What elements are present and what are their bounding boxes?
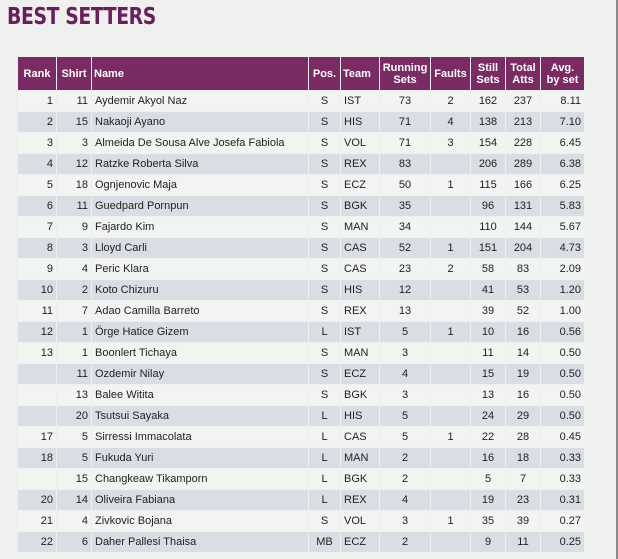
cell-avg-by-set: 7.10 (541, 112, 584, 132)
cell-still-sets: 110 (471, 217, 505, 237)
col-header-avg-by-set[interactable]: Avg. by set (541, 57, 584, 90)
cell-rank: 10 (18, 280, 56, 300)
cell-still-sets: 10 (471, 322, 505, 342)
cell-still-sets: 138 (471, 112, 505, 132)
cell-still-sets: 19 (471, 490, 505, 510)
cell-team: BGK (341, 196, 379, 216)
cell-total-atts: 16 (506, 322, 540, 342)
cell-avg-by-set: 0.27 (541, 511, 584, 531)
cell-shirt: 1 (57, 343, 91, 363)
cell-pos: S (309, 280, 340, 300)
cell-name: Aydemir Akyol Naz (92, 91, 308, 111)
cell-shirt: 12 (57, 154, 91, 174)
cell-running-sets: 52 (380, 238, 430, 258)
cell-avg-by-set: 0.25 (541, 532, 584, 552)
col-header-rank[interactable]: Rank (18, 57, 56, 90)
cell-pos: S (309, 91, 340, 111)
cell-faults: 2 (431, 259, 470, 279)
cell-shirt: 11 (57, 364, 91, 384)
cell-team: MAN (341, 448, 379, 468)
cell-avg-by-set: 0.33 (541, 448, 584, 468)
cell-pos: L (309, 469, 340, 489)
cell-pos: S (309, 217, 340, 237)
cell-still-sets: 58 (471, 259, 505, 279)
table-row[interactable] (18, 406, 584, 426)
cell-avg-by-set: 6.25 (541, 175, 584, 195)
cell-running-sets: 3 (380, 385, 430, 405)
cell-name: Koto Chizuru (92, 280, 308, 300)
cell-still-sets: 15 (471, 364, 505, 384)
cell-running-sets: 12 (380, 280, 430, 300)
cell-pos: S (309, 343, 340, 363)
cell-rank (18, 406, 56, 426)
cell-pos: S (309, 511, 340, 531)
cell-still-sets: 5 (471, 469, 505, 489)
cell-team: REX (341, 490, 379, 510)
cell-avg-by-set: 0.33 (541, 469, 584, 489)
cell-faults: 1 (431, 238, 470, 258)
cell-total-atts: 39 (506, 511, 540, 531)
cell-shirt: 15 (57, 469, 91, 489)
cell-faults: 4 (431, 112, 470, 132)
table-row[interactable] (18, 217, 584, 237)
col-header-still-sets[interactable]: Still Sets (471, 57, 505, 90)
cell-faults (431, 448, 470, 468)
cell-faults: 3 (431, 133, 470, 153)
cell-pos: L (309, 490, 340, 510)
cell-team: ECZ (341, 532, 379, 552)
cell-rank: 4 (18, 154, 56, 174)
cell-rank: 5 (18, 175, 56, 195)
cell-name: Fukuda Yuri (92, 448, 308, 468)
cell-avg-by-set: 6.38 (541, 154, 584, 174)
cell-total-atts: 28 (506, 427, 540, 447)
cell-shirt: 5 (57, 427, 91, 447)
cell-shirt: 4 (57, 259, 91, 279)
cell-total-atts: 7 (506, 469, 540, 489)
cell-pos: L (309, 406, 340, 426)
cell-running-sets: 34 (380, 217, 430, 237)
cell-rank: 8 (18, 238, 56, 258)
cell-team: HIS (341, 112, 379, 132)
cell-running-sets: 71 (380, 112, 430, 132)
cell-pos: L (309, 322, 340, 342)
cell-faults (431, 196, 470, 216)
cell-total-atts: 289 (506, 154, 540, 174)
cell-team: ECZ (341, 175, 379, 195)
cell-faults (431, 469, 470, 489)
cell-name: Oliveira Fabiana (92, 490, 308, 510)
cell-name: Ratzke Roberta Silva (92, 154, 308, 174)
cell-still-sets: 11 (471, 343, 505, 363)
cell-pos: S (309, 154, 340, 174)
cell-name: Fajardo Kim (92, 217, 308, 237)
cell-shirt: 1 (57, 322, 91, 342)
cell-total-atts: 228 (506, 133, 540, 153)
cell-name: Balee Witita (92, 385, 308, 405)
cell-team: BGK (341, 469, 379, 489)
cell-total-atts: 16 (506, 385, 540, 405)
cell-team: CAS (341, 238, 379, 258)
cell-pos: S (309, 133, 340, 153)
table-row[interactable] (18, 511, 584, 531)
cell-name: Nakaoji Ayano (92, 112, 308, 132)
cell-avg-by-set: 5.67 (541, 217, 584, 237)
cell-team: HIS (341, 406, 379, 426)
cell-faults (431, 154, 470, 174)
cell-faults: 2 (431, 91, 470, 111)
cell-shirt: 3 (57, 238, 91, 258)
cell-rank: 12 (18, 322, 56, 342)
cell-name: Changkeaw Tikamporn (92, 469, 308, 489)
table-row[interactable] (18, 154, 584, 174)
cell-rank (18, 385, 56, 405)
cell-still-sets: 96 (471, 196, 505, 216)
cell-running-sets: 2 (380, 448, 430, 468)
cell-name: Boonlert Tichaya (92, 343, 308, 363)
cell-team: IST (341, 322, 379, 342)
best-setters-table (17, 56, 585, 553)
col-header-team[interactable]: Team (341, 57, 379, 90)
cell-avg-by-set: 8.11 (541, 91, 584, 111)
cell-rank: 21 (18, 511, 56, 531)
table-row[interactable] (18, 112, 584, 132)
cell-team: IST (341, 91, 379, 111)
cell-still-sets: 151 (471, 238, 505, 258)
col-header-shirt[interactable]: Shirt (57, 57, 91, 90)
cell-running-sets: 71 (380, 133, 430, 153)
cell-team: BGK (341, 385, 379, 405)
cell-pos: S (309, 301, 340, 321)
cell-rank: 9 (18, 259, 56, 279)
cell-team: REX (341, 154, 379, 174)
cell-avg-by-set: 6.45 (541, 133, 584, 153)
table-row[interactable] (18, 343, 584, 363)
cell-name: Lloyd Carli (92, 238, 308, 258)
cell-faults (431, 385, 470, 405)
cell-still-sets: 206 (471, 154, 505, 174)
cell-running-sets: 4 (380, 490, 430, 510)
cell-total-atts: 52 (506, 301, 540, 321)
table-row[interactable] (18, 532, 584, 552)
table-row[interactable] (18, 448, 584, 468)
cell-team: HIS (341, 280, 379, 300)
cell-total-atts: 213 (506, 112, 540, 132)
cell-running-sets: 73 (380, 91, 430, 111)
cell-running-sets: 35 (380, 196, 430, 216)
cell-team: MAN (341, 217, 379, 237)
cell-running-sets: 13 (380, 301, 430, 321)
table-row[interactable] (18, 91, 584, 111)
cell-name: Ozdemir Nilay (92, 364, 308, 384)
table-row[interactable] (18, 196, 584, 216)
cell-running-sets: 50 (380, 175, 430, 195)
cell-rank: 1 (18, 91, 56, 111)
cell-running-sets: 2 (380, 532, 430, 552)
cell-team: CAS (341, 427, 379, 447)
col-header-pos[interactable]: Pos. (309, 57, 340, 90)
cell-total-atts: 18 (506, 448, 540, 468)
cell-running-sets: 3 (380, 511, 430, 531)
cell-total-atts: 131 (506, 196, 540, 216)
table-row[interactable] (18, 427, 584, 447)
cell-avg-by-set: 0.45 (541, 427, 584, 447)
cell-still-sets: 162 (471, 91, 505, 111)
table-row[interactable] (18, 469, 584, 489)
cell-still-sets: 13 (471, 385, 505, 405)
cell-name: Tsutsui Sayaka (92, 406, 308, 426)
cell-still-sets: 115 (471, 175, 505, 195)
cell-shirt: 7 (57, 301, 91, 321)
cell-running-sets: 2 (380, 469, 430, 489)
cell-total-atts: 11 (506, 532, 540, 552)
cell-total-atts: 237 (506, 91, 540, 111)
cell-rank: 22 (18, 532, 56, 552)
cell-team: VOL (341, 511, 379, 531)
cell-total-atts: 19 (506, 364, 540, 384)
cell-name: Zivkovic Bojana (92, 511, 308, 531)
cell-name: Ognjenovic Maja (92, 175, 308, 195)
cell-shirt: 20 (57, 406, 91, 426)
cell-avg-by-set: 1.00 (541, 301, 584, 321)
cell-rank: 7 (18, 217, 56, 237)
cell-faults (431, 217, 470, 237)
cell-rank: 6 (18, 196, 56, 216)
cell-avg-by-set: 0.50 (541, 364, 584, 384)
col-header-faults[interactable]: Faults (431, 57, 470, 90)
cell-still-sets: 9 (471, 532, 505, 552)
cell-pos: L (309, 448, 340, 468)
cell-pos: S (309, 385, 340, 405)
table-row[interactable] (18, 133, 584, 153)
cell-running-sets: 5 (380, 406, 430, 426)
cell-still-sets: 41 (471, 280, 505, 300)
cell-running-sets: 5 (380, 322, 430, 342)
cell-avg-by-set: 0.50 (541, 343, 584, 363)
cell-still-sets: 22 (471, 427, 505, 447)
cell-total-atts: 29 (506, 406, 540, 426)
cell-total-atts: 144 (506, 217, 540, 237)
cell-still-sets: 16 (471, 448, 505, 468)
table-header-row (18, 57, 584, 90)
table-row[interactable] (18, 175, 584, 195)
cell-running-sets: 5 (380, 427, 430, 447)
cell-name: Guedpard Pornpun (92, 196, 308, 216)
cell-pos: S (309, 259, 340, 279)
cell-team: ECZ (341, 364, 379, 384)
cell-team: MAN (341, 343, 379, 363)
cell-still-sets: 24 (471, 406, 505, 426)
cell-total-atts: 83 (506, 259, 540, 279)
cell-shirt: 6 (57, 532, 91, 552)
col-header-total-atts[interactable]: Total Atts (506, 57, 540, 90)
cell-avg-by-set: 2.09 (541, 259, 584, 279)
cell-avg-by-set: 4.73 (541, 238, 584, 258)
cell-rank: 2 (18, 112, 56, 132)
cell-rank: 20 (18, 490, 56, 510)
table-row[interactable] (18, 322, 584, 342)
cell-total-atts: 204 (506, 238, 540, 258)
cell-faults (431, 490, 470, 510)
table-row[interactable] (18, 364, 584, 384)
cell-running-sets: 3 (380, 343, 430, 363)
cell-avg-by-set: 0.31 (541, 490, 584, 510)
cell-shirt: 18 (57, 175, 91, 195)
cell-team: CAS (341, 259, 379, 279)
cell-faults (431, 280, 470, 300)
cell-pos: S (309, 364, 340, 384)
table-row[interactable] (18, 238, 584, 258)
cell-faults (431, 532, 470, 552)
cell-rank (18, 469, 56, 489)
col-header-name[interactable]: Name (92, 57, 308, 90)
table-row[interactable] (18, 385, 584, 405)
table-row[interactable] (18, 259, 584, 279)
cell-pos: L (309, 427, 340, 447)
cell-rank: 3 (18, 133, 56, 153)
cell-avg-by-set: 0.50 (541, 385, 584, 405)
cell-running-sets: 83 (380, 154, 430, 174)
cell-shirt: 9 (57, 217, 91, 237)
cell-running-sets: 23 (380, 259, 430, 279)
cell-shirt: 11 (57, 91, 91, 111)
cell-name: Örge Hatice Gizem (92, 322, 308, 342)
table-row[interactable] (18, 301, 584, 321)
cell-pos: MB (309, 532, 340, 552)
table-row[interactable] (18, 280, 584, 300)
cell-total-atts: 53 (506, 280, 540, 300)
table-row[interactable] (18, 490, 584, 510)
cell-still-sets: 35 (471, 511, 505, 531)
col-header-running-sets[interactable]: Running Sets (380, 57, 430, 90)
cell-rank: 17 (18, 427, 56, 447)
cell-still-sets: 154 (471, 133, 505, 153)
cell-rank: 18 (18, 448, 56, 468)
cell-shirt: 3 (57, 133, 91, 153)
cell-avg-by-set: 5.83 (541, 196, 584, 216)
cell-total-atts: 14 (506, 343, 540, 363)
cell-name: Adao Camilla Barreto (92, 301, 308, 321)
cell-avg-by-set: 1.20 (541, 280, 584, 300)
cell-faults (431, 364, 470, 384)
cell-name: Almeida De Sousa Alve Josefa Fabiola (92, 133, 308, 153)
page-title: BEST SETTERS (7, 4, 156, 30)
cell-faults: 1 (431, 175, 470, 195)
cell-team: VOL (341, 133, 379, 153)
cell-team: REX (341, 301, 379, 321)
cell-pos: S (309, 238, 340, 258)
cell-rank: 11 (18, 301, 56, 321)
cell-pos: S (309, 196, 340, 216)
cell-shirt: 11 (57, 196, 91, 216)
cell-faults (431, 301, 470, 321)
cell-faults: 1 (431, 427, 470, 447)
cell-shirt: 15 (57, 112, 91, 132)
cell-rank: 13 (18, 343, 56, 363)
cell-pos: S (309, 112, 340, 132)
cell-total-atts: 23 (506, 490, 540, 510)
cell-faults (431, 343, 470, 363)
cell-shirt: 14 (57, 490, 91, 510)
cell-faults: 1 (431, 322, 470, 342)
cell-pos: S (309, 175, 340, 195)
cell-shirt: 4 (57, 511, 91, 531)
cell-shirt: 5 (57, 448, 91, 468)
cell-shirt: 2 (57, 280, 91, 300)
cell-name: Sirressi Immacolata (92, 427, 308, 447)
cell-avg-by-set: 0.56 (541, 322, 584, 342)
cell-shirt: 13 (57, 385, 91, 405)
cell-avg-by-set: 0.50 (541, 406, 584, 426)
table-body (18, 91, 584, 552)
cell-still-sets: 39 (471, 301, 505, 321)
cell-name: Daher Pallesi Thaisa (92, 532, 308, 552)
cell-name: Peric Klara (92, 259, 308, 279)
cell-faults (431, 406, 470, 426)
cell-total-atts: 166 (506, 175, 540, 195)
cell-faults: 1 (431, 511, 470, 531)
cell-running-sets: 4 (380, 364, 430, 384)
cell-rank (18, 364, 56, 384)
